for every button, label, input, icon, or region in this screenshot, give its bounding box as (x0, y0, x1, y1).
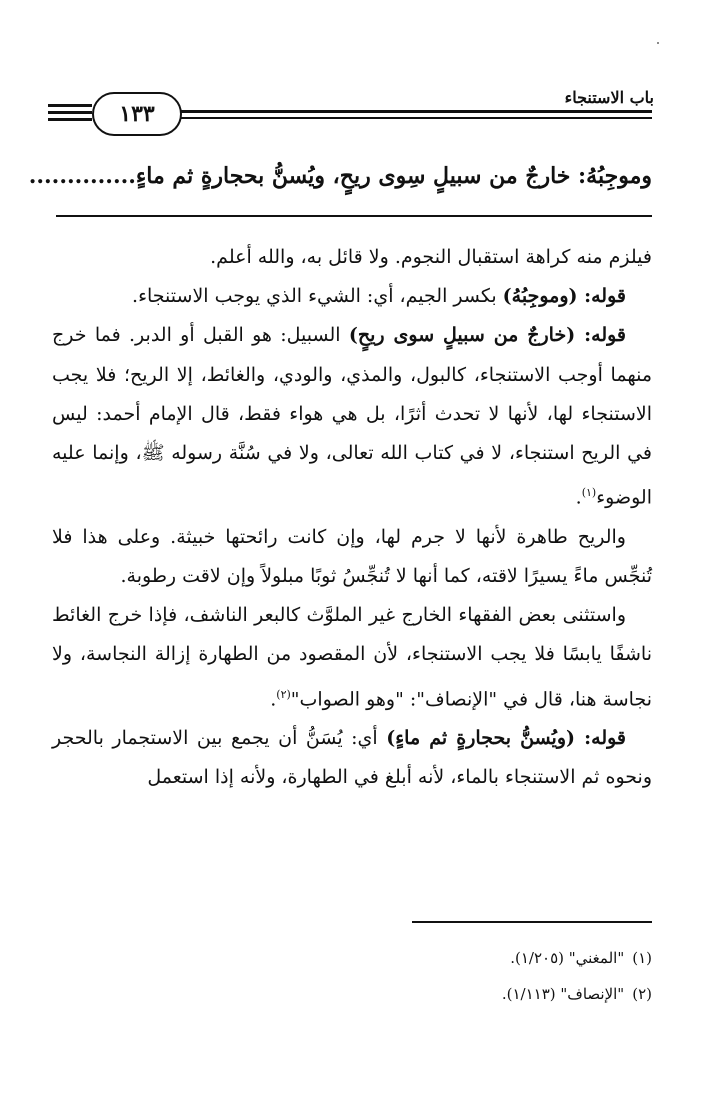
header-side-rules (48, 104, 92, 125)
paragraph-2 (52, 277, 652, 316)
quote-heading: قوله: (خارجٌ من سبيلٍ سوى ريحٍ) (348, 324, 627, 347)
footnote-item: (٢)"الإنصاف" (١/١١٣). (501, 985, 652, 1003)
paragraph-1: فيلزم منه كراهة استقبال النجوم. ولا قائل به، والله أعلم. (210, 246, 652, 268)
paragraph-text: السبيل: هو القبل أو الدبر. فما خرج منهما أوجب الاستنجاء، كالبول، والمذي، والودي، والغائط، إلا الريح؛ فلا يجب الاستنجاء لها، لأنها لا تحدث أثرًا، بل هي هواء فقط، قال الإمام أحمد: ليس في الريح استنجاء، لا في كتاب الله تعالى، ولا في سُنَّة رسوله ﷺ، وإنما عليه الوضوء (52, 324, 652, 509)
matn-separator (56, 215, 652, 217)
paragraph-5: واستثنى بعض الفقهاء الخارج غير الملوَّث كالبعر الناشف، فإذا خرج الغائط ناشفًا يابسًا فلا يجب الاستنجاء، لأن المقصود من الطهارة إزالة النجاسة، ولا نجاسة هنا، قال في "الإنصاف": "وهو الصواب"$^{(٢)}$. (52, 604, 652, 710)
header-rule-thick (178, 110, 652, 113)
header-rule-thin (178, 117, 652, 119)
paragraph-6 (52, 719, 652, 797)
paragraph-text: أي: يُسَنُّ أن يجمع بين الاستجمار بالحجر ونحوه ثم الاستنجاء بالماء، لأنه أبلغ في الطهارة، ولأنه إذا استعمل (52, 727, 652, 789)
footnote-ref: (١) (581, 486, 597, 500)
footnote-separator (412, 921, 652, 923)
footnotes (52, 940, 652, 1012)
paragraph-4: والريح طاهرة لأنها لا جرم لها، وإن كانت رائحتها خبيثة. وعلى هذا فلا تُنجِّس ماءً يسيرًا لاقته، كما أنها لا تُنجِّسُ ثوبًا مبلولاً وإن لاقت رطوبة. (52, 525, 652, 587)
paragraph-3: قوله: (خارجٌ من سبيلٍ سوى ريحٍ) السبيل: هو القبل أو الدبر. فما خرج منهما أوجب الاستنجاء، كالبول، والمذي، والودي، والغائط، إلا الريح؛ فلا يجب الاستنجاء لها، لأنها لا تحدث أثرًا، بل هي هواء فقط، قال الإمام أحمد: ليس في الريح استنجاء، لا في كتاب الله تعالى، ولا في سُنَّة رسوله ﷺ، وإنما عليه الوضوء$^{(١)}$. (52, 324, 652, 509)
chapter-title: باب الاستنجاء (564, 88, 654, 107)
commentary-body (52, 238, 652, 798)
page-number: ١٣٣ (92, 92, 182, 136)
quote-heading: قوله: (وموجِبُهُ) (502, 285, 626, 308)
scan-speck (657, 42, 659, 44)
quote-heading: قوله: (ويُسنُّ بحجارةٍ ثم ماءٍ) (386, 727, 627, 750)
footnote-item: (١)"المغني" (١/٢٠٥). (510, 949, 652, 967)
footnote-ref: (٢) (276, 687, 291, 701)
matn-text: وموجِبُهُ: خارجٌ من سبيلٍ سِوى ريحٍ، ويُسنُّ بحجارةٍ ثم ماءٍ.............. (28, 163, 652, 189)
paragraph-text: بكسر الجيم، أي: الشيء الذي يوجب الاستنجاء. (132, 285, 497, 308)
paragraph-text: واستثنى بعض الفقهاء الخارج غير الملوَّث كالبعر الناشف، فإذا خرج الغائط ناشفًا يابسًا فلا يجب الاستنجاء، لأن المقصود من الطهارة إزالة النجاسة، ولا نجاسة هنا، قال في "الإنصاف": "وهو الصواب" (52, 604, 652, 710)
